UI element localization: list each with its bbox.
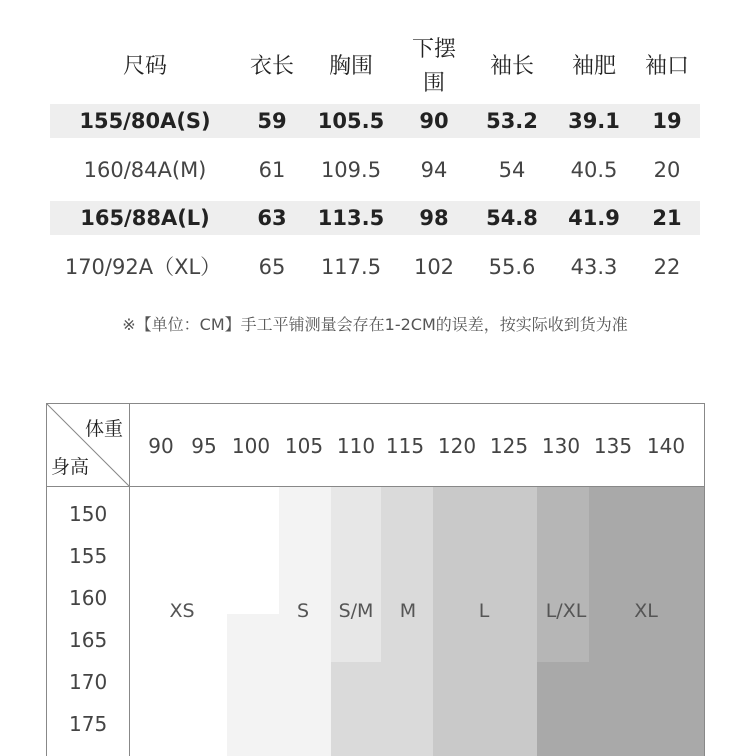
header-sleeve-width: 袖肥 [571,54,617,79]
header-cuff: 袖口 [644,54,690,79]
cell-length: 63 [257,206,287,230]
cell-size: 165/88A(L) [80,206,210,230]
cell-sleeve-length: 55.6 [488,255,536,279]
zone-label-s: S [296,600,310,622]
cell-sleeve-width: 40.5 [570,158,618,182]
cell-cuff: 20 [653,158,681,182]
cell-size: 160/84A(M) [83,158,207,182]
zone-label-xs: XS [169,600,195,622]
axis-divider [129,404,130,756]
cell-cuff: 22 [653,255,681,279]
cell-length: 61 [258,158,286,182]
cell-chest: 105.5 [317,109,385,133]
weight-label: 115 [385,434,425,458]
height-label: 160 [69,586,108,610]
table-row [50,153,700,187]
weight-label: 110 [336,434,376,458]
cell-size: 170/92A（XL） [64,255,222,279]
table-row [50,201,700,235]
cell-length: 65 [258,255,286,279]
weight-label: 100 [231,434,271,458]
header-hem: 下摆 围 [411,37,457,96]
weight-label: 120 [437,434,477,458]
header-sleeve-length: 袖长 [489,54,535,79]
measurement-note: ※【单位：CM】手工平铺测量会存在1-2CM的误差，按实际收到货为准 [122,315,628,334]
header-length: 衣长 [249,54,295,79]
size-chart [46,403,705,756]
cell-sleeve-length: 53.2 [486,109,538,133]
header-size: 尺码 [122,54,168,79]
weight-label: 130 [541,434,581,458]
height-axis-title: 身高 [51,456,90,478]
table-row [50,104,700,138]
height-label: 155 [69,544,108,568]
cell-cuff: 19 [652,109,682,133]
weight-label: 140 [646,434,686,458]
height-label: 170 [69,670,108,694]
zone-lxl [537,487,589,662]
weight-label: 105 [284,434,324,458]
cell-sleeve-width: 39.1 [568,109,620,133]
cell-size: 155/80A(S) [79,109,211,133]
zone-s-lower [227,614,279,756]
zone-label-sm: S/M [338,600,374,622]
zone-xl-lower [537,662,589,756]
zone-m-lower [331,662,381,756]
zone-label-m: M [399,600,417,622]
zone-xs-lower [227,487,279,614]
cell-cuff: 21 [652,206,682,230]
zone-label-xl: XL [634,600,658,622]
cell-sleeve-width: 41.9 [568,206,620,230]
height-label: 150 [69,502,108,526]
cell-hem: 90 [419,109,449,133]
weight-axis-title: 体重 [85,418,124,440]
cell-sleeve-width: 43.3 [570,255,618,279]
zone-label-lxl: L/XL [545,600,587,622]
cell-hem: 98 [419,206,449,230]
cell-sleeve-length: 54.8 [486,206,538,230]
weight-label: 90 [148,434,174,458]
zone-label-l: L [478,600,490,622]
height-label: 175 [69,712,108,736]
cell-chest: 113.5 [317,206,385,230]
cell-hem: 94 [420,158,448,182]
zone-sm [331,487,381,662]
table-row [50,250,700,284]
cell-chest: 109.5 [320,158,382,182]
height-label: 165 [69,628,108,652]
cell-hem: 102 [413,255,455,279]
weight-label: 135 [593,434,633,458]
cell-chest: 117.5 [320,255,382,279]
header-divider [47,486,704,487]
weight-label: 125 [489,434,529,458]
weight-label: 95 [191,434,217,458]
cell-length: 59 [257,109,287,133]
cell-sleeve-length: 54 [498,158,526,182]
header-chest: 胸围 [328,54,374,79]
